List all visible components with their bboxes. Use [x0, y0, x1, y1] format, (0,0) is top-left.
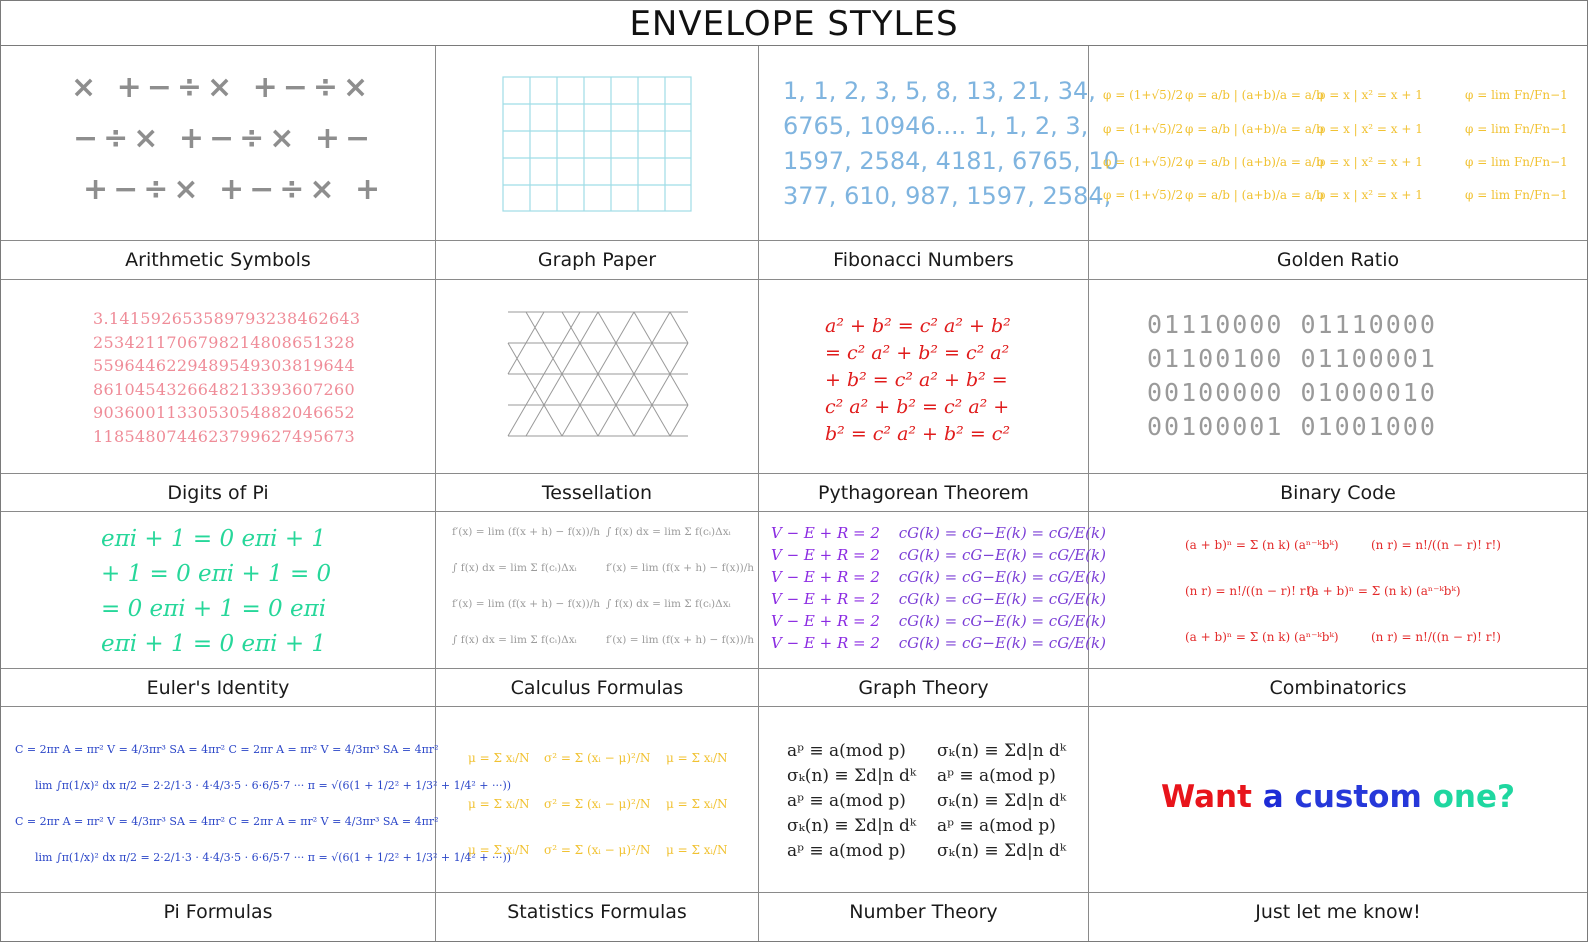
- label-digits-of-pi: Digits of Pi: [167, 482, 269, 504]
- chromatic-polynomial-formula: cG(k) = cG−E(k) = cG/E(k): [898, 590, 1106, 608]
- golden-ratio-formula: φ = (1+√5)/2: [1103, 122, 1184, 136]
- number-theory-formula: σₖ(n) ≡ Σd|n dᵏ: [937, 791, 1067, 811]
- binary-row: 00100001 01001000: [1147, 412, 1437, 441]
- combination-formula: (n r) = n!/((n − r)! r!): [1185, 584, 1315, 598]
- label-fibonacci-numbers: Fibonacci Numbers: [833, 249, 1014, 271]
- number-theory-row: [787, 764, 1056, 790]
- number-theory-formula: aᵖ ≡ a(mod p): [937, 766, 1056, 786]
- number-theory-formula: σₖ(n) ≡ Σd|n dᵏ: [787, 766, 917, 786]
- label-statistics-formulas: Statistics Formulas: [507, 901, 687, 923]
- number-theory-formula: aᵖ ≡ a(mod p): [787, 741, 906, 761]
- label-golden-ratio: Golden Ratio: [1276, 249, 1400, 271]
- golden-ratio-formula: φ = (1+√5)/2: [1103, 188, 1184, 202]
- pythagorean-row: = c² a² + b² = c² a²: [825, 342, 1010, 364]
- graph-theory-row: [771, 544, 1106, 567]
- chromatic-polynomial-formula: cG(k) = cG−E(k) = cG/E(k): [898, 568, 1106, 586]
- calculus-formula: f′(x) = lim (f(x + h) − f(x))/h: [606, 634, 755, 646]
- fibonacci-row: 1597, 2584, 4181, 6765, 10: [783, 147, 1119, 175]
- combination-formula: (n r) = n!/((n − r)! r!): [1371, 630, 1501, 644]
- label-binary-code: Binary Code: [1280, 482, 1396, 504]
- pythagorean-theorem-swatch[interactable]: [759, 280, 1088, 473]
- golden-ratio-formula: φ = x | x² = x + 1: [1317, 122, 1423, 136]
- golden-ratio-formula: φ = lim Fn/Fn−1: [1465, 122, 1568, 136]
- custom-word-custom: custom: [1294, 779, 1422, 815]
- label-graph-theory: Graph Theory: [858, 677, 989, 699]
- digits-of-pi-swatch[interactable]: [1, 280, 435, 473]
- golden-ratio-formula: φ = a/b | (a+b)/a = a/b: [1185, 88, 1324, 102]
- fibonacci-row: 377, 610, 987, 1597, 2584,: [783, 182, 1112, 210]
- golden-ratio-swatch[interactable]: [1089, 46, 1587, 240]
- variance-formula: σ² = Σ (xᵢ − μ)²/N: [544, 751, 651, 765]
- graph-theory-row: [771, 566, 1106, 589]
- pythagorean-row: c² a² + b² = c² a² +: [825, 396, 1010, 418]
- number-theory-row: [787, 839, 1066, 865]
- mean-formula: μ = Σ xᵢ/N: [468, 751, 530, 765]
- calculus-formulas-swatch[interactable]: [436, 512, 758, 668]
- pythagorean-row: a² + b² = c² a² + b²: [825, 315, 1011, 337]
- calculus-formula: ∫ f(x) dx = lim Σ f(cᵢ)Δxᵢ: [606, 598, 731, 610]
- pi-formula-row: lim ∫π(1/x)² dx π/2 = 2·2/1·3 · 4·4/3·5 · 6·6/5·7 ··· π = √(6(1 + 1/2² + 1/3² + 1/4² + ···)): [35, 779, 512, 792]
- number-theory-formula: aᵖ ≡ a(mod p): [787, 791, 906, 811]
- graph-paper-swatch[interactable]: [436, 46, 758, 240]
- number-theory-formula: aᵖ ≡ a(mod p): [787, 841, 906, 861]
- page-title: ENVELOPE STYLES: [1, 1, 1587, 46]
- pi-formula-row: C = 2πr A = πr² V = 4/3πr³ SA = 4πr² C = 2πr A = πr² V = 4/3πr³ SA = 4πr²: [15, 743, 439, 756]
- label-eulers-identity: Euler's Identity: [146, 677, 290, 699]
- pi-digits-row: 2534211706798214808651328: [93, 333, 355, 352]
- number-theory-formula: aᵖ ≡ a(mod p): [937, 816, 1056, 836]
- golden-ratio-formula: φ = a/b | (a+b)/a = a/b: [1185, 188, 1324, 202]
- chromatic-polynomial-formula: cG(k) = cG−E(k) = cG/E(k): [898, 524, 1106, 542]
- golden-ratio-formula: φ = x | x² = x + 1: [1317, 155, 1423, 169]
- golden-ratio-formula: φ = x | x² = x + 1: [1317, 88, 1423, 102]
- calculus-formula: f′(x) = lim (f(x + h) − f(x))/h: [452, 526, 601, 538]
- variance-formula: σ² = Σ (xᵢ − μ)²/N: [544, 843, 651, 857]
- golden-ratio-formula: φ = lim Fn/Fn−1: [1465, 155, 1568, 169]
- chromatic-polynomial-formula: cG(k) = cG−E(k) = cG/E(k): [898, 612, 1106, 630]
- fibonacci-numbers-swatch[interactable]: [759, 46, 1119, 240]
- euler-characteristic-formula: V − E + R = 2: [771, 590, 880, 608]
- graph-theory-row: [771, 632, 1106, 655]
- label-pythagorean-theorem: Pythagorean Theorem: [818, 482, 1029, 504]
- euler-row: + 1 = 0 eπi + 1 = 0: [101, 561, 332, 587]
- statistics-formulas-swatch[interactable]: [436, 707, 758, 892]
- label-number-theory: Number Theory: [849, 901, 998, 923]
- pi-formula-row: C = 2πr A = πr² V = 4/3πr³ SA = 4πr² C = 2πr A = πr² V = 4/3πr³ SA = 4πr²: [15, 815, 439, 828]
- pi-formula-row: lim ∫π(1/x)² dx π/2 = 2·2/1·3 · 4·4/3·5 · 6·6/5·7 ··· π = √(6(1 + 1/2² + 1/3² + 1/4² + ···)): [35, 851, 512, 864]
- pythagorean-row: + b² = c² a² + b² =: [825, 369, 1008, 391]
- combination-formula: (n r) = n!/((n − r)! r!): [1371, 538, 1501, 552]
- euler-characteristic-formula: V − E + R = 2: [771, 634, 880, 652]
- chromatic-polynomial-formula: cG(k) = cG−E(k) = cG/E(k): [898, 634, 1106, 652]
- pi-digits-row: 1185480744623799627495673: [93, 427, 355, 446]
- variance-formula: σ² = Σ (xᵢ − μ)²/N: [544, 797, 651, 811]
- binary-row: 01100100 01100001: [1147, 344, 1437, 373]
- euler-row: eπi + 1 = 0 eπi + 1: [101, 526, 327, 552]
- graph-theory-row: [771, 610, 1106, 633]
- euler-row: = 0 eπi + 1 = 0 eπi: [101, 596, 327, 622]
- label-just-let-me-know[interactable]: Just let me know!: [1255, 901, 1421, 923]
- mean-formula: μ = Σ xᵢ/N: [468, 843, 530, 857]
- number-theory-formula: σₖ(n) ≡ Σd|n dᵏ: [787, 816, 917, 836]
- label-arithmetic-symbols: Arithmetic Symbols: [125, 249, 311, 271]
- label-tessellation: Tessellation: [541, 482, 653, 504]
- label-calculus-formulas: Calculus Formulas: [510, 677, 684, 699]
- binomial-theorem-formula: (a + b)ⁿ = Σ (n k) (aⁿ⁻ᵏbᵏ): [1185, 538, 1339, 552]
- fibonacci-row: 6765, 10946.... 1, 1, 2, 3,: [783, 112, 1089, 140]
- label-graph-paper: Graph Paper: [537, 249, 657, 271]
- golden-ratio-formula: φ = (1+√5)/2: [1103, 88, 1184, 102]
- number-theory-row: [787, 814, 1056, 840]
- number-theory-swatch[interactable]: [759, 707, 1088, 892]
- graph-theory-row: [771, 522, 1106, 545]
- eulers-identity-swatch[interactable]: [1, 512, 435, 668]
- symbol-row: −÷× +−÷× +−: [73, 121, 376, 156]
- binary-row: 00100000 01000010: [1147, 378, 1437, 407]
- mean-formula: μ = Σ xᵢ/N: [666, 843, 728, 857]
- golden-ratio-formula: φ = lim Fn/Fn−1: [1465, 188, 1568, 202]
- mean-formula: μ = Σ xᵢ/N: [468, 797, 530, 811]
- euler-characteristic-formula: V − E + R = 2: [771, 524, 880, 542]
- number-theory-row: [787, 739, 1066, 765]
- pythagorean-row: b² = c² a² + b² = c²: [825, 423, 1011, 445]
- symbol-row: × +−÷× +−÷×: [71, 70, 374, 105]
- grid-divider: [1, 473, 1587, 474]
- tessellation-pattern: [436, 280, 758, 473]
- binomial-theorem-formula: (a + b)ⁿ = Σ (n k) (aⁿ⁻ᵏbᵏ): [1185, 630, 1339, 644]
- graph-theory-row: [771, 588, 1106, 611]
- calculus-formula: ∫ f(x) dx = lim Σ f(cᵢ)Δxᵢ: [452, 562, 577, 574]
- calculus-formula: ∫ f(x) dx = lim Σ f(cᵢ)Δxᵢ: [452, 634, 577, 646]
- chromatic-polynomial-formula: cG(k) = cG−E(k) = cG/E(k): [898, 546, 1106, 564]
- mean-formula: μ = Σ xᵢ/N: [666, 751, 728, 765]
- custom-request-headline: [1089, 779, 1587, 815]
- pi-digits-row: 9036001133053054882046652: [93, 403, 355, 422]
- number-theory-formula: σₖ(n) ≡ Σd|n dᵏ: [937, 741, 1067, 761]
- custom-word-a: a: [1262, 779, 1284, 815]
- binary-code-swatch[interactable]: [1089, 280, 1587, 473]
- pi-digits-row: 3.141592653589793238462643: [93, 309, 361, 328]
- euler-characteristic-formula: V − E + R = 2: [771, 546, 880, 564]
- mean-formula: μ = Σ xᵢ/N: [666, 797, 728, 811]
- number-theory-row: [787, 789, 1066, 815]
- custom-word-one: one?: [1432, 779, 1515, 815]
- symbol-row: +−÷× +−÷× +: [83, 172, 386, 207]
- tessellation-swatch[interactable]: [436, 280, 758, 473]
- grid-divider: [1, 240, 1587, 241]
- grid-divider: [1, 668, 1587, 669]
- calculus-formula: ∫ f(x) dx = lim Σ f(cᵢ)Δxᵢ: [606, 526, 731, 538]
- golden-ratio-formula: φ = x | x² = x + 1: [1317, 188, 1423, 202]
- euler-characteristic-formula: V − E + R = 2: [771, 612, 880, 630]
- golden-ratio-formula: φ = lim Fn/Fn−1: [1465, 88, 1568, 102]
- binomial-theorem-formula: (a + b)ⁿ = Σ (n k) (aⁿ⁻ᵏbᵏ): [1307, 584, 1461, 598]
- pi-digits-row: 8610454326648213393607260: [93, 380, 355, 399]
- fibonacci-row: 1, 1, 2, 3, 5, 8, 13, 21, 34,: [783, 77, 1096, 105]
- calculus-formula: f′(x) = lim (f(x + h) − f(x))/h: [452, 598, 601, 610]
- graph-theory-swatch[interactable]: [759, 512, 1106, 668]
- label-pi-formulas: Pi Formulas: [163, 901, 273, 923]
- grid-divider: [1, 892, 1587, 893]
- calculus-formula: f′(x) = lim (f(x + h) − f(x))/h: [606, 562, 755, 574]
- euler-row: eπi + 1 = 0 eπi + 1: [101, 631, 327, 657]
- golden-ratio-formula: φ = (1+√5)/2: [1103, 155, 1184, 169]
- combinatorics-swatch[interactable]: [1089, 512, 1587, 668]
- arithmetic-symbols-swatch[interactable]: [1, 46, 435, 240]
- custom-request-swatch[interactable]: [1089, 707, 1587, 892]
- golden-ratio-formula: φ = a/b | (a+b)/a = a/b: [1185, 155, 1324, 169]
- custom-word-want: Want: [1161, 779, 1252, 815]
- euler-characteristic-formula: V − E + R = 2: [771, 568, 880, 586]
- pi-digits-row: 5596446229489549303819644: [93, 356, 355, 375]
- binary-row: 01110000 01110000: [1147, 310, 1437, 339]
- label-combinatorics: Combinatorics: [1269, 677, 1407, 699]
- graph-paper-grid: [436, 46, 758, 240]
- golden-ratio-formula: φ = a/b | (a+b)/a = a/b: [1185, 122, 1324, 136]
- number-theory-formula: σₖ(n) ≡ Σd|n dᵏ: [937, 841, 1067, 861]
